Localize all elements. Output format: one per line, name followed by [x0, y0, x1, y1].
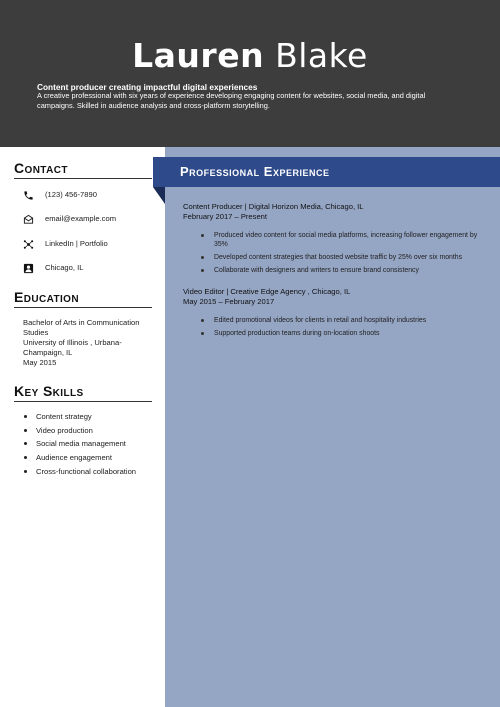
- contact-title: Contact: [14, 160, 68, 176]
- job-role: Content Producer | Digital Horizon Media, Chicago, IL: [183, 202, 364, 211]
- divider: [14, 401, 152, 402]
- list-item: Cross-functional collaboration: [24, 467, 136, 481]
- location-text: Chicago, IL: [45, 263, 84, 272]
- list-item: Collaborate with designers and writers to ensure brand consistency: [201, 266, 491, 275]
- first-name: Lauren: [132, 36, 265, 75]
- contact-location: [22, 262, 84, 274]
- linkedin-text: LinkedIn | Portfolio: [45, 239, 108, 248]
- list-item: Content strategy: [24, 412, 136, 426]
- contact-email[interactable]: [22, 213, 117, 225]
- phone-text: (123) 456-7890: [45, 190, 97, 199]
- list-item: Edited promotional videos for clients in retail and hospitality industries: [201, 316, 491, 325]
- list-item: Produced video content for social media platforms, increasing follower engagement by 35%: [201, 231, 491, 250]
- email-icon: [22, 213, 34, 225]
- job-dates: February 2017 – Present: [183, 212, 268, 221]
- job-bullets: [183, 316, 483, 338]
- school: University of Illinois , Urbana-Champaign, IL: [23, 338, 122, 357]
- header: [0, 0, 500, 147]
- contact-linkedin[interactable]: [22, 238, 108, 250]
- list-item: Developed content strategies that boosted website traffic by 25% over six months: [201, 253, 491, 262]
- job-dates: May 2015 – February 2017: [183, 297, 275, 306]
- tagline: Content producer creating impactful digital experiences: [37, 82, 258, 92]
- skills-title: Key Skills: [14, 383, 84, 399]
- job-bullets: [183, 231, 483, 276]
- list-item: Supported production teams during on-location shoots: [201, 329, 491, 338]
- location-icon: [22, 262, 34, 274]
- last-name: Blake: [275, 36, 368, 75]
- job-entry: [183, 202, 483, 279]
- divider: [14, 307, 152, 308]
- contact-phone[interactable]: [22, 189, 97, 201]
- job-entry: [183, 287, 483, 342]
- list-item: Video production: [24, 426, 136, 440]
- divider: [14, 178, 152, 179]
- education-title: Education: [14, 289, 79, 305]
- banner-fold: [153, 187, 165, 204]
- job-role: Video Editor | Creative Edge Agency , Chicago, IL: [183, 287, 351, 296]
- experience-title: Professional Experience: [180, 164, 330, 179]
- phone-icon: [22, 189, 34, 201]
- graduation-date: May 2015: [23, 358, 57, 367]
- candidate-name: [0, 36, 500, 76]
- linkedin-icon: [22, 238, 34, 250]
- degree: Bachelor of Arts in Communication Studies: [23, 318, 140, 337]
- education-details: [23, 318, 153, 368]
- skills-list: [24, 412, 136, 480]
- list-item: Audience engagement: [24, 453, 136, 467]
- list-item: Social media management: [24, 439, 136, 453]
- email-text: email@example.com: [45, 214, 117, 223]
- summary: A creative professional with six years of experience developing engaging content for websites, social media, and digital campaigns. Skilled in audience analysis and cross-platform storytelling.: [37, 91, 426, 110]
